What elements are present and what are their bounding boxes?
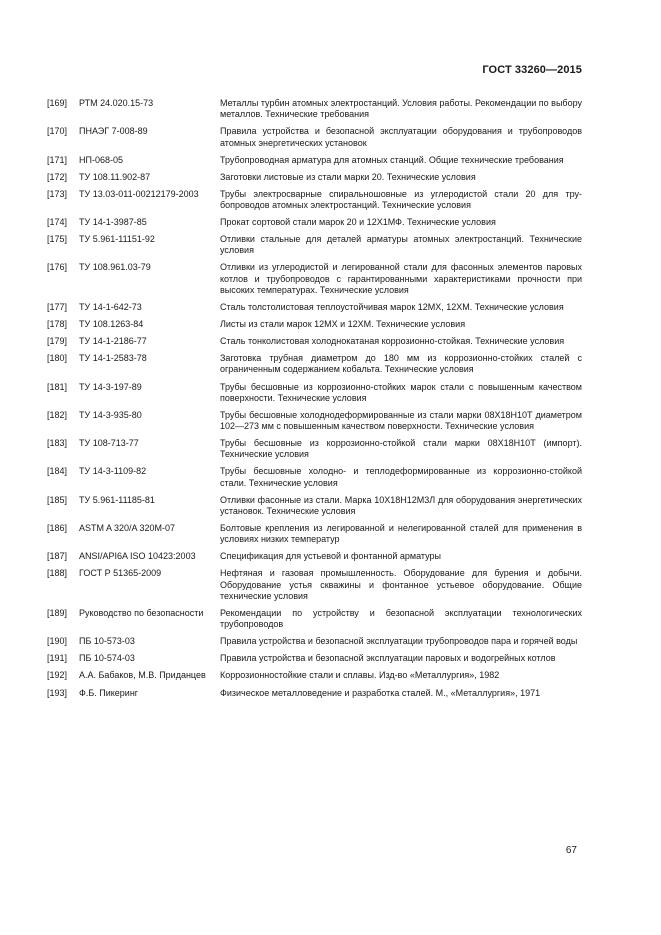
reference-item	[47, 234, 582, 256]
reference-title: Трубы бесшовные из коррозионно-стойких марок стали с повышенным качеством поверхности. Технические условия	[220, 381, 582, 403]
reference-item	[47, 568, 582, 602]
reference-number: [174]	[47, 217, 68, 228]
reference-item	[47, 353, 582, 375]
reference-number: [188]	[47, 568, 68, 579]
reference-number: [180]	[47, 353, 68, 364]
reference-item	[47, 302, 582, 313]
reference-code: ТУ 14-3-197-89	[79, 381, 142, 392]
reference-code: ТУ 5.961-11151-92	[79, 234, 155, 245]
reference-code: А.А. Бабаков, М.В. Приданцев	[79, 670, 206, 681]
reference-item	[47, 466, 582, 488]
reference-code: ТУ 14-1-642-73	[79, 301, 142, 312]
reference-number: [189]	[47, 607, 68, 618]
reference-number: [171]	[47, 154, 68, 165]
reference-title: Рекомендации по устройству и безопасной эксплуатации технологических трубопроводов	[220, 607, 582, 630]
bibliography-list	[47, 98, 582, 705]
reference-item	[47, 688, 582, 699]
reference-number: [186]	[47, 523, 68, 534]
reference-item	[47, 189, 582, 211]
reference-title: Трубы электросварные спиральношовные из углеродистой стали 20 для трубопроводов атомных электростанций. Технические условия	[220, 188, 582, 210]
reference-title: Отливки из углеродистой и легированной стали для фасонных элементов паровых котлов и трубопроводов с гарантированными характеристиками прочности при высоких температурах. Технические условия	[220, 262, 582, 295]
standard-header: ГОСТ 33260—2015	[482, 64, 582, 76]
reference-code: Ф.Б. Пикеринг	[79, 687, 139, 698]
reference-code: ТУ 108-713-77	[79, 438, 139, 449]
reference-title: Трубы бесшовные холодно- и теплодеформированные из коррозионно-стойкой стали. Технические условия	[220, 466, 582, 488]
reference-title: Нефтяная и газовая промышленность. Оборудование для бурения и добычи. Оборудование устья скважины и фонтанное устьевое оборудование. Общие технические условия	[220, 568, 582, 601]
reference-item	[47, 608, 582, 630]
reference-number: [193]	[47, 687, 68, 698]
reference-title: Листы из стали марок 12МХ и 12ХМ. Технические условия	[220, 319, 466, 330]
reference-item	[47, 523, 582, 545]
reference-item	[47, 336, 582, 347]
reference-number: [191]	[47, 653, 68, 664]
reference-code: ТУ 108.961.03-79	[79, 262, 151, 273]
reference-code: ПБ 10-574-03	[79, 653, 135, 664]
reference-code: ТУ 14-1-2583-78	[79, 353, 147, 364]
reference-title: Спецификация для устьевой и фонтанной арматуры	[220, 551, 442, 562]
reference-number: [175]	[47, 234, 68, 245]
reference-title: Сталь тонколистовая холоднокатаная коррозионно-стойкая. Технические условия	[220, 336, 565, 347]
reference-code: ТУ 108.11.902-87	[79, 171, 151, 182]
reference-code: ТУ 108.1263-84	[79, 319, 144, 330]
reference-title: Заготовки листовые из стали марки 20. Технические условия	[220, 171, 476, 182]
reference-title: Отливки стальные для деталей арматуры атомных электростанций. Технические условия	[220, 234, 582, 256]
reference-title: Заготовка трубная диаметром до 180 мм из коррозионно-стойких сталей с ограниченным содержанием кобальта. Технические условия	[220, 353, 582, 375]
reference-number: [169]	[47, 98, 68, 108]
reference-number: [185]	[47, 494, 68, 505]
reference-number: [178]	[47, 319, 68, 330]
reference-code: РТМ 24.020.15-73	[79, 98, 154, 108]
reference-number: [181]	[47, 381, 68, 392]
reference-code: Руководство по безопасности	[79, 607, 204, 618]
reference-item	[47, 410, 582, 432]
reference-number: [170]	[47, 126, 68, 137]
reference-item	[47, 319, 582, 330]
reference-code: ТУ 14-3-935-80	[79, 409, 142, 420]
reference-item	[47, 98, 582, 120]
reference-title: Физическое металловедение и разработка сталей. М., «Металлургия», 1971	[220, 687, 541, 698]
reference-number: [173]	[47, 188, 68, 199]
reference-code: ТУ 14-1-2186-77	[79, 336, 147, 347]
reference-number: [179]	[47, 336, 68, 347]
reference-item	[47, 551, 582, 562]
reference-item	[47, 262, 582, 296]
reference-code: ТУ 14-3-1109-82	[79, 466, 147, 477]
reference-number: [172]	[47, 171, 68, 182]
reference-title: Трубы бесшовные из коррозионно-стойкой стали марки 08Х18Н10Т (импорт). Технические условия	[220, 438, 582, 460]
reference-number: [183]	[47, 438, 68, 449]
reference-code: ASTM A 320/A 320M-07	[79, 523, 176, 534]
reference-item	[47, 636, 582, 647]
reference-code: НП-068-05	[79, 154, 123, 165]
reference-number: [190]	[47, 636, 68, 647]
reference-item	[47, 670, 582, 681]
reference-title: Металлы турбин атомных электростанций. Условия работы. Рекомендации по выбору металлов. Технические требования	[220, 98, 582, 120]
reference-title: Трубопроводная арматура для атомных станций. Общие технические требования	[220, 154, 564, 165]
reference-title: Правила устройства и безопасной эксплуатации трубопроводов пара и горячей воды	[220, 636, 578, 647]
reference-title: Правила устройства и безопасной эксплуатации паровых и водогрейных котлов	[220, 653, 556, 664]
reference-item	[47, 495, 582, 517]
reference-code: ANSI/API6A ISO 10423:2003	[79, 551, 196, 562]
reference-title: Болтовые крепления из легированной и нелегированной сталей для применения в условиях низких температур	[220, 523, 582, 545]
reference-code: ГОСТ Р 51365-2009	[79, 568, 162, 579]
page-number: 67	[565, 845, 577, 856]
reference-item	[47, 126, 582, 148]
reference-title: Трубы бесшовные холоднодеформированные из стали марки 08Х18Н10Т диаметром 102—273 мм с повышенным качеством поверхности. Технические условия	[220, 409, 582, 432]
reference-number: [187]	[47, 551, 68, 562]
reference-number: [176]	[47, 262, 68, 273]
reference-title: Коррозионностойкие стали и сплавы. Изд-во «Металлургия», 1982	[220, 670, 500, 681]
reference-number: [177]	[47, 301, 68, 312]
reference-item	[47, 172, 582, 183]
reference-item	[47, 382, 582, 404]
reference-item	[47, 653, 582, 664]
reference-number: [184]	[47, 466, 68, 477]
reference-item	[47, 155, 582, 166]
reference-code: ПНАЭГ 7-008-89	[79, 126, 148, 137]
reference-code: ПБ 10-573-03	[79, 636, 135, 647]
reference-number: [192]	[47, 670, 68, 681]
reference-title: Прокат сортовой стали марок 20 и 12Х1МФ. Технические условия	[220, 217, 496, 228]
reference-item	[47, 217, 582, 228]
reference-code: ТУ 13.03-011-00212179-2003	[79, 188, 199, 199]
reference-code: ТУ 5.961-11185-81	[79, 494, 155, 505]
reference-code: ТУ 14-1-3987-85	[79, 217, 147, 228]
reference-title: Сталь толстолистовая теплоустойчивая марок 12МХ, 12ХМ. Технические условия	[220, 301, 564, 312]
reference-title: Отливки фасонные из стали. Марка 10Х18Н12М3Л для оборудования энергетических установок. Технические условия	[220, 494, 582, 516]
reference-item	[47, 438, 582, 460]
reference-title: Правила устройства и безопасной эксплуатации оборудования и трубопроводов атомных энергетических установок	[220, 126, 582, 148]
reference-number: [182]	[47, 409, 68, 420]
